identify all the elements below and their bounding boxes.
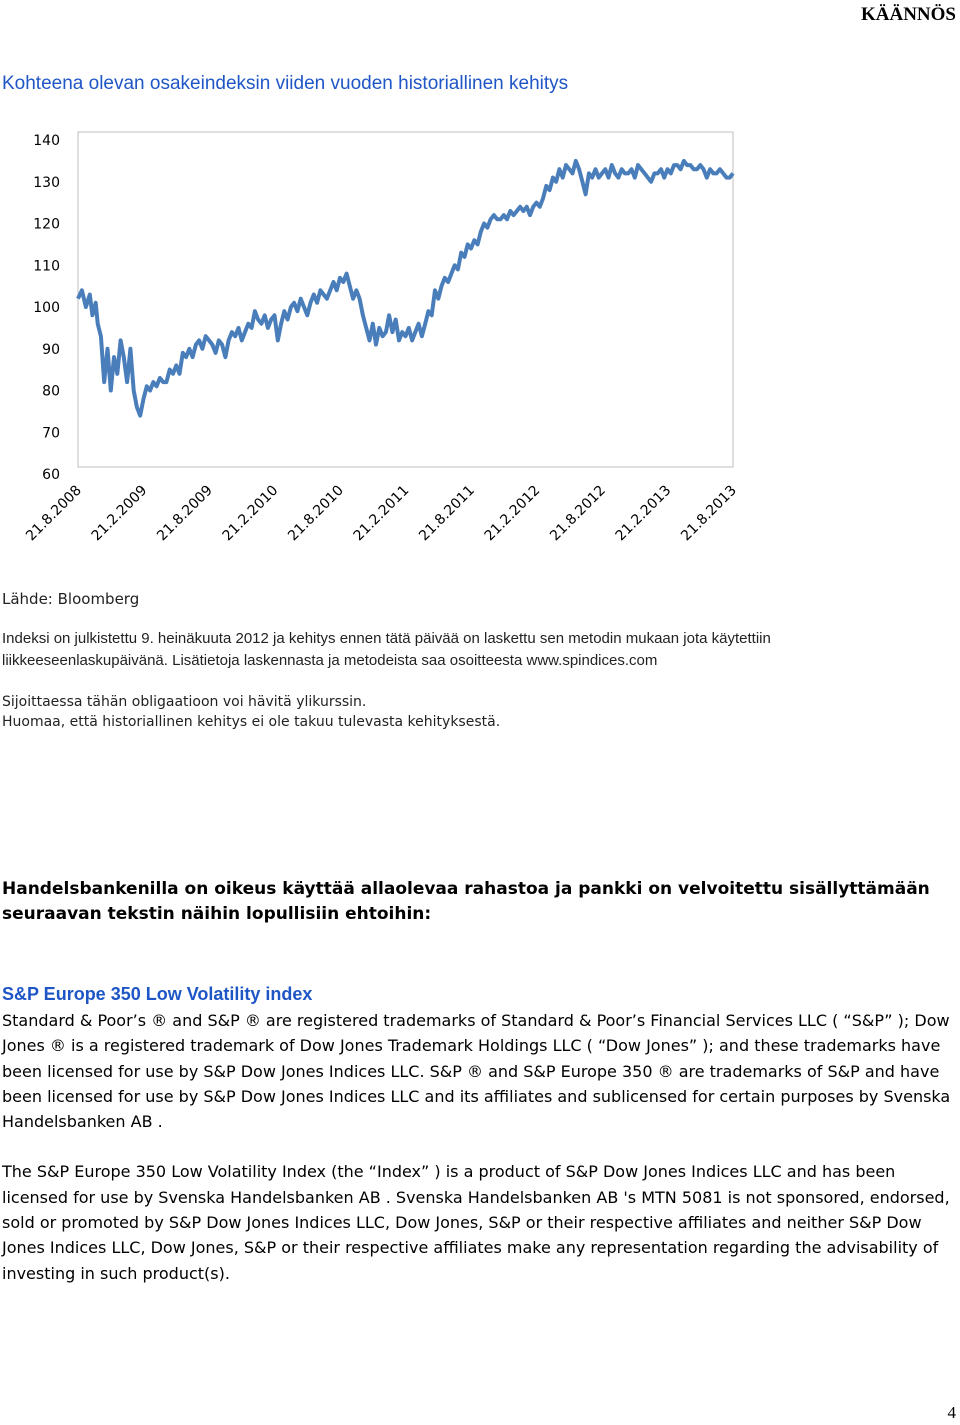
y-tick-label: 110 xyxy=(33,258,60,275)
x-tick-label: 21.8.2011 xyxy=(416,482,478,545)
x-tick-label: 21.8.2012 xyxy=(547,482,609,545)
x-tick-label: 21.8.2013 xyxy=(678,482,740,545)
legal-paragraph: Standard & Poor’s ® and S&P ® are registered trademarks of Standard & Poor’s Financial Services LLC ( “S&P” ); Dow Jones ® is a registered trademark of Dow Jones Trademark Holdings LLC ( “Dow Jones” ); and these trademarks have been licensed for use by S&P Dow Jones Indices LLC. S&P ® and S&P Europe 350 ® are trademarks of S&P and have been licensed for use by S&P Dow Jones Indices LLC and its affiliates and sublicensed for certain purposes by Svenska Handelsbanken AB . xyxy=(2,1011,951,1132)
chart-note xyxy=(2,628,882,672)
index-series-line xyxy=(78,161,733,416)
chart-title: Kohteena olevan osakeindeksin viiden vuoden historiallinen kehitys xyxy=(2,73,569,94)
chart-note-line: liikkeeseenlaskupäivänä. Lisätietoja laskennasta ja metodeista saa osoitteesta www.spindices.com xyxy=(2,652,658,669)
y-tick-label: 80 xyxy=(42,383,60,400)
chart-source: Lähde: Bloomberg xyxy=(2,590,140,608)
x-tick-label: 21.8.2008 xyxy=(23,482,85,545)
y-axis-ticks xyxy=(33,133,60,483)
y-tick-label: 140 xyxy=(33,133,60,149)
warning-line: Huomaa, että historiallinen kehitys ei ole takuu tulevasta kehityksestä. xyxy=(2,714,501,730)
y-tick-label: 100 xyxy=(33,300,60,316)
y-tick-label: 60 xyxy=(42,467,60,483)
x-tick-label: 21.8.2009 xyxy=(154,482,216,545)
x-tick-label: 21.2.2010 xyxy=(219,482,282,545)
x-tick-label: 21.2.2012 xyxy=(481,482,544,545)
warning-line: Sijoittaessa tähän obligaatioon voi hävitä ylikurssin. xyxy=(2,694,367,710)
y-tick-label: 90 xyxy=(42,341,60,358)
y-tick-label: 130 xyxy=(33,174,60,191)
translation-label: KÄÄNNÖS xyxy=(860,4,956,25)
legal-text xyxy=(2,1008,958,1311)
x-tick-label: 21.8.2010 xyxy=(285,482,347,545)
y-tick-label: 70 xyxy=(42,425,60,442)
x-tick-label: 21.2.2009 xyxy=(88,482,151,545)
index-history-chart xyxy=(0,118,760,588)
rights-statement: Handelsbankenilla on oikeus käyttää allaolevaa rahastoa ja pankki on velvoitettu sisällyttämään seuraavan tekstin näihin lopullisiin ehtoihin: xyxy=(2,879,930,924)
x-tick-label: 21.2.2011 xyxy=(350,482,413,545)
page-number: 4 xyxy=(947,1403,956,1422)
plot-area-border xyxy=(78,132,733,467)
y-tick-label: 120 xyxy=(33,216,60,233)
chart-note-line: Indeksi on julkistettu 9. heinäkuuta 2012 ja kehitys ennen tätä päivää on laskettu sen metodin mukaan jota käytettiin xyxy=(2,630,771,647)
x-axis-ticks xyxy=(23,483,740,545)
index-title: S&P Europe 350 Low Volatility index xyxy=(2,984,313,1004)
x-tick-label: 21.2.2013 xyxy=(612,482,675,545)
legal-paragraph: The S&P Europe 350 Low Volatility Index (the “Index” ) is a product of S&P Dow Jones Indices LLC and has been licensed for use by Svenska Handelsbanken AB . Svenska Handelsbanken AB 's MTN 5081 is not sponsored, endorsed, sold or promoted by S&P Dow Jones Indices LLC, Dow Jones, S&P or their respective affiliates and neither S&P Dow Jones Indices LLC, Dow Jones, S&P or their respective affiliates make any representation regarding the advisability of investing in such product(s). xyxy=(2,1162,950,1283)
investment-warnings xyxy=(2,692,500,732)
